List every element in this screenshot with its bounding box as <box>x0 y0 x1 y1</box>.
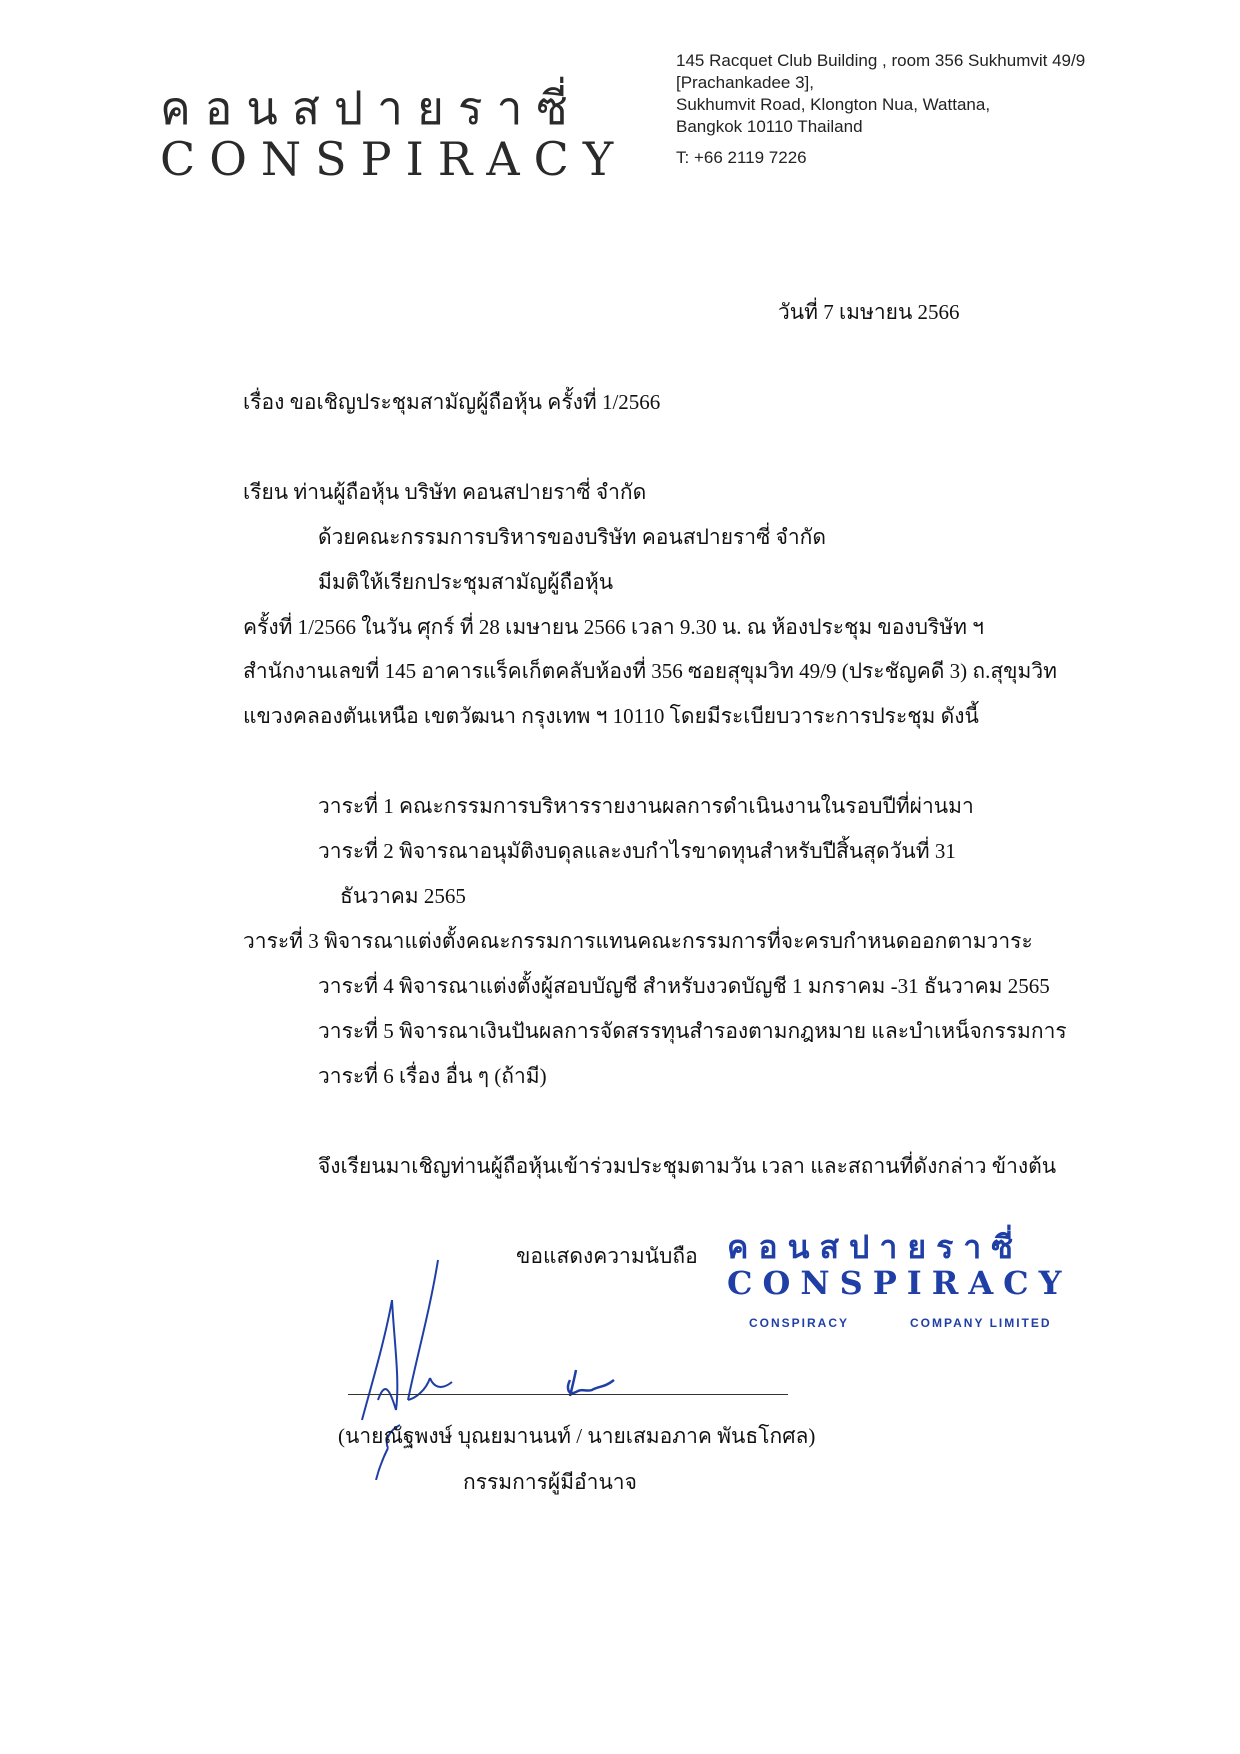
body-line: มีมติให้เรียกประชุมสามัญผู้ถือหุ้น <box>318 570 614 594</box>
agenda-item-continuation: ธันวาคม 2565 <box>340 884 466 908</box>
stamp-caption-left: CONSPIRACY <box>749 1316 850 1330</box>
address-line: Bangkok 10110 Thailand <box>676 117 863 136</box>
body-line: ด้วยคณะกรรมการบริหารของบริษัท คอนสปายราซี่ จำกัด <box>318 525 827 549</box>
signature-stroke <box>408 1260 452 1400</box>
signature-stroke <box>568 1380 614 1393</box>
body-line: แขวงคลองตันเหนือ เขตวัฒนา กรุงเทพ ฯ 10110 โดยมีระเบียบวาระการประชุม ดังนี้ <box>243 704 979 728</box>
signature-stroke <box>362 1300 397 1420</box>
stamp-thai-wordmark: คอนสปายราซี่ <box>727 1228 1023 1266</box>
letter-subject: เรื่อง ขอเชิญประชุมสามัญผู้ถือหุ้น ครั้งที่ 1/2566 <box>243 390 661 414</box>
closing-sentence: จึงเรียนมาเชิญท่านผู้ถือหุ้นเข้าร่วมประชุมตามวัน เวลา และสถานที่ดังกล่าว ข้างต้น <box>318 1154 1057 1178</box>
agenda-item: วาระที่ 1 คณะกรรมการบริหารรายงานผลการดำเนินงานในรอบปีที่ผ่านมา <box>318 794 974 818</box>
signature-line <box>348 1394 788 1395</box>
company-stamp <box>725 1222 1105 1342</box>
logo-english-wordmark: CONSPIRACY <box>160 132 628 186</box>
regards-text: ขอแสดงความนับถือ <box>516 1244 698 1268</box>
agenda-item: วาระที่ 4 พิจารณาแต่งตั้งผู้สอบบัญชี สำหรับงวดบัญชี 1 มกราคม -31 ธันวาคม 2565 <box>318 974 1050 998</box>
letter-date: วันที่ 7 เมษายน 2566 <box>778 300 960 324</box>
signatory-title: กรรมการผู้มีอำนาจ <box>463 1470 637 1494</box>
stamp-caption-right: COMPANY LIMITED <box>910 1316 1052 1330</box>
agenda-item: วาระที่ 3 พิจารณาแต่งตั้งคณะกรรมการแทนคณะกรรมการที่จะครบกำหนดออกตามวาระ <box>243 929 1033 953</box>
address-block <box>676 50 1085 169</box>
body-line: ครั้งที่ 1/2566 ในวัน ศุกร์ ที่ 28 เมษายน 2566 เวลา 9.30 น. ณ ห้องประชุม ของบริษัท ฯ <box>243 615 984 639</box>
agenda-item: วาระที่ 2 พิจารณาอนุมัติงบดุลและงบกำไรขาดทุนสำหรับปีสิ้นสุดวันที่ 31 <box>318 839 956 863</box>
agenda-item: วาระที่ 6 เรื่อง อื่น ๆ (ถ้ามี) <box>318 1064 547 1088</box>
address-line: [Prachankadee 3], <box>676 73 814 92</box>
letter-salutation: เรียน ท่านผู้ถือหุ้น บริษัท คอนสปายราซี่ จำกัด <box>243 480 647 504</box>
agenda-item: วาระที่ 5 พิจารณาเงินปันผลการจัดสรรทุนสำรองตามกฎหมาย และบำเหน็จกรรมการ <box>318 1019 1067 1043</box>
address-line: Sukhumvit Road, Klongton Nua, Wattana, <box>676 95 991 114</box>
logo-thai-wordmark: คอนสปายราซี่ <box>160 81 582 135</box>
phone-number: T: +66 2119 7226 <box>676 148 807 167</box>
signatory-names: (นายณัฐพงษ์ บุณยมานนท์ / นายเสมอภาค พันธโกศล) <box>338 1424 816 1448</box>
body-line: สำนักงานเลขที่ 145 อาคารแร็คเก็ตคลับห้องที่ 356 ซอยสุขุมวิท 49/9 (ประชัญคดี 3) ถ.สุขุมวิท <box>243 659 1058 683</box>
address-line: 145 Racquet Club Building , room 356 Sukhumvit 49/9 <box>676 51 1086 70</box>
stamp-english-wordmark: CONSPIRACY <box>727 1264 1072 1302</box>
